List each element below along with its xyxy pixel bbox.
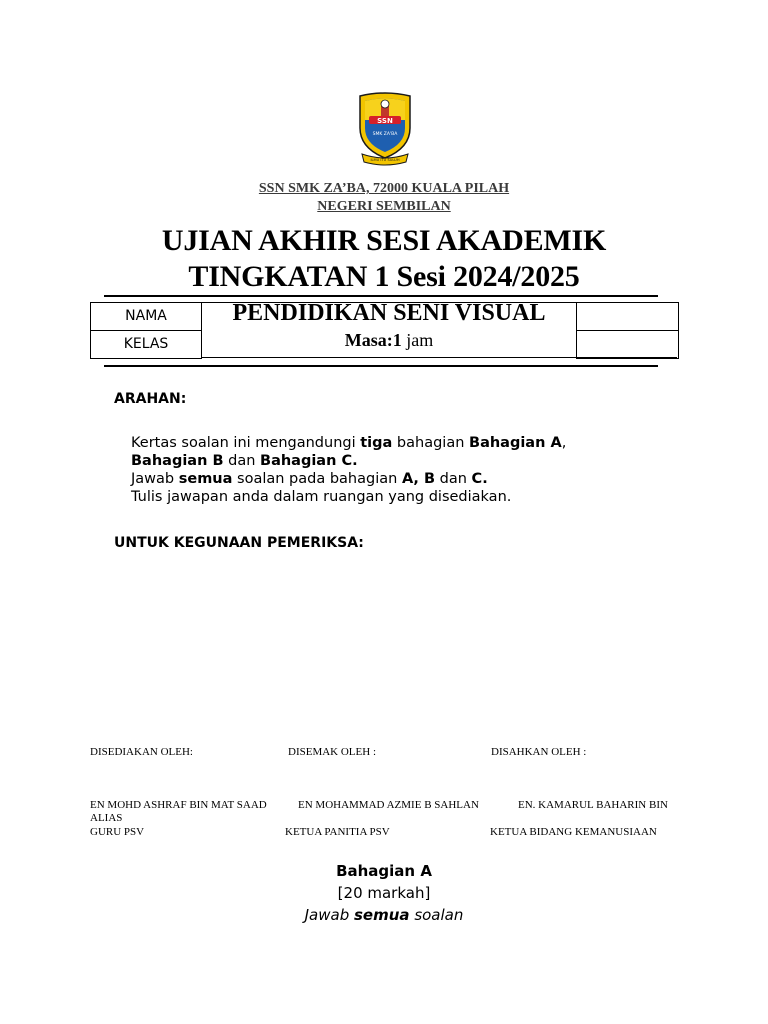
preparer-role: GURU PSV [90, 826, 145, 838]
instr-text: Kertas soalan ini mengandungi [131, 435, 361, 451]
subject-title: PENDIDIKAN SENI VISUAL [232, 300, 546, 326]
crest-text: SSN [377, 117, 393, 125]
masa-value: 1 [392, 330, 402, 350]
instr-bold: semua [178, 471, 233, 487]
arahan-instructions [131, 434, 651, 506]
instr-bold: A, B [401, 471, 436, 487]
approver-role: KETUA BIDANG KEMANUSIAAN [490, 826, 657, 838]
kelas-answer-cell [576, 330, 679, 359]
section-a-marks: [20 markah] [337, 884, 431, 902]
instr-bold: Bahagian B [131, 453, 224, 469]
instr-bold: Bahagian C. [260, 453, 358, 469]
reviewer-name: EN MOHAMMAD AZMIE B SAHLAN [298, 799, 479, 811]
instr-bold: tiga [360, 435, 393, 451]
section-a-instruction [0, 906, 768, 924]
top-rule [104, 295, 658, 297]
nama-answer-cell [576, 302, 679, 331]
disahkan-label: DISAHKAN OLEH : [491, 746, 587, 758]
instr-line-4: Tulis jawapan anda dalam ruangan yang disediakan. [131, 489, 512, 505]
preparer-name-cont: ALIAS [90, 812, 123, 824]
instr-text: dan [223, 453, 261, 469]
bottom-rule [104, 365, 658, 367]
approver-name: EN. KAMARUL BAHARIN BIN [518, 799, 668, 811]
nama-cell [90, 302, 202, 331]
instr-text: Jawab [304, 906, 354, 924]
disediakan-label: DISEDIAKAN OLEH: [90, 746, 193, 758]
preparer-name: EN MOHD ASHRAF BIN MAT SAAD [90, 799, 267, 811]
instr-text: soalan pada bahagian [232, 471, 402, 487]
instr-bold: Bahagian A [469, 435, 562, 451]
instr-text: , [561, 435, 567, 451]
school-state: NEGERI SEMBILAN [317, 199, 451, 214]
instr-bold: C. [471, 471, 488, 487]
instr-bold: semua [354, 906, 410, 924]
instr-text: Jawab [131, 471, 179, 487]
nama-label: NAMA [125, 308, 167, 324]
disemak-label: DISEMAK OLEH : [288, 746, 376, 758]
reviewer-role: KETUA PANITIA PSV [285, 826, 390, 838]
masa-unit: jam [401, 330, 434, 350]
exam-subtitle: TINGKATAN 1 Sesi 2024/2025 [188, 260, 580, 293]
masa-label: Masa: [344, 330, 393, 350]
section-a-title: Bahagian A [336, 862, 432, 880]
instr-text: soalan [409, 906, 464, 924]
instr-line-2 [131, 452, 651, 470]
instr-text: bahagian [392, 435, 470, 451]
school-name: SSN SMK ZA’BA, 72000 KUALA PILAH [258, 181, 510, 196]
kelas-label: KELAS [123, 336, 169, 352]
crest-motto: ILMU ITU SULUH [370, 158, 400, 162]
arahan-heading: ARAHAN: [114, 391, 187, 407]
exam-duration [200, 330, 578, 351]
instr-line-1 [131, 434, 651, 452]
school-crest-icon [356, 92, 414, 166]
instr-text: dan [435, 471, 472, 487]
crest-subtext: SMK ZA'BA [372, 132, 398, 137]
kelas-cell [90, 330, 202, 359]
pemeriksa-heading: UNTUK KEGUNAAN PEMERIKSA: [114, 535, 364, 551]
instr-line-3 [131, 470, 651, 488]
exam-title: UJIAN AKHIR SESI AKADEMIK [161, 224, 607, 257]
